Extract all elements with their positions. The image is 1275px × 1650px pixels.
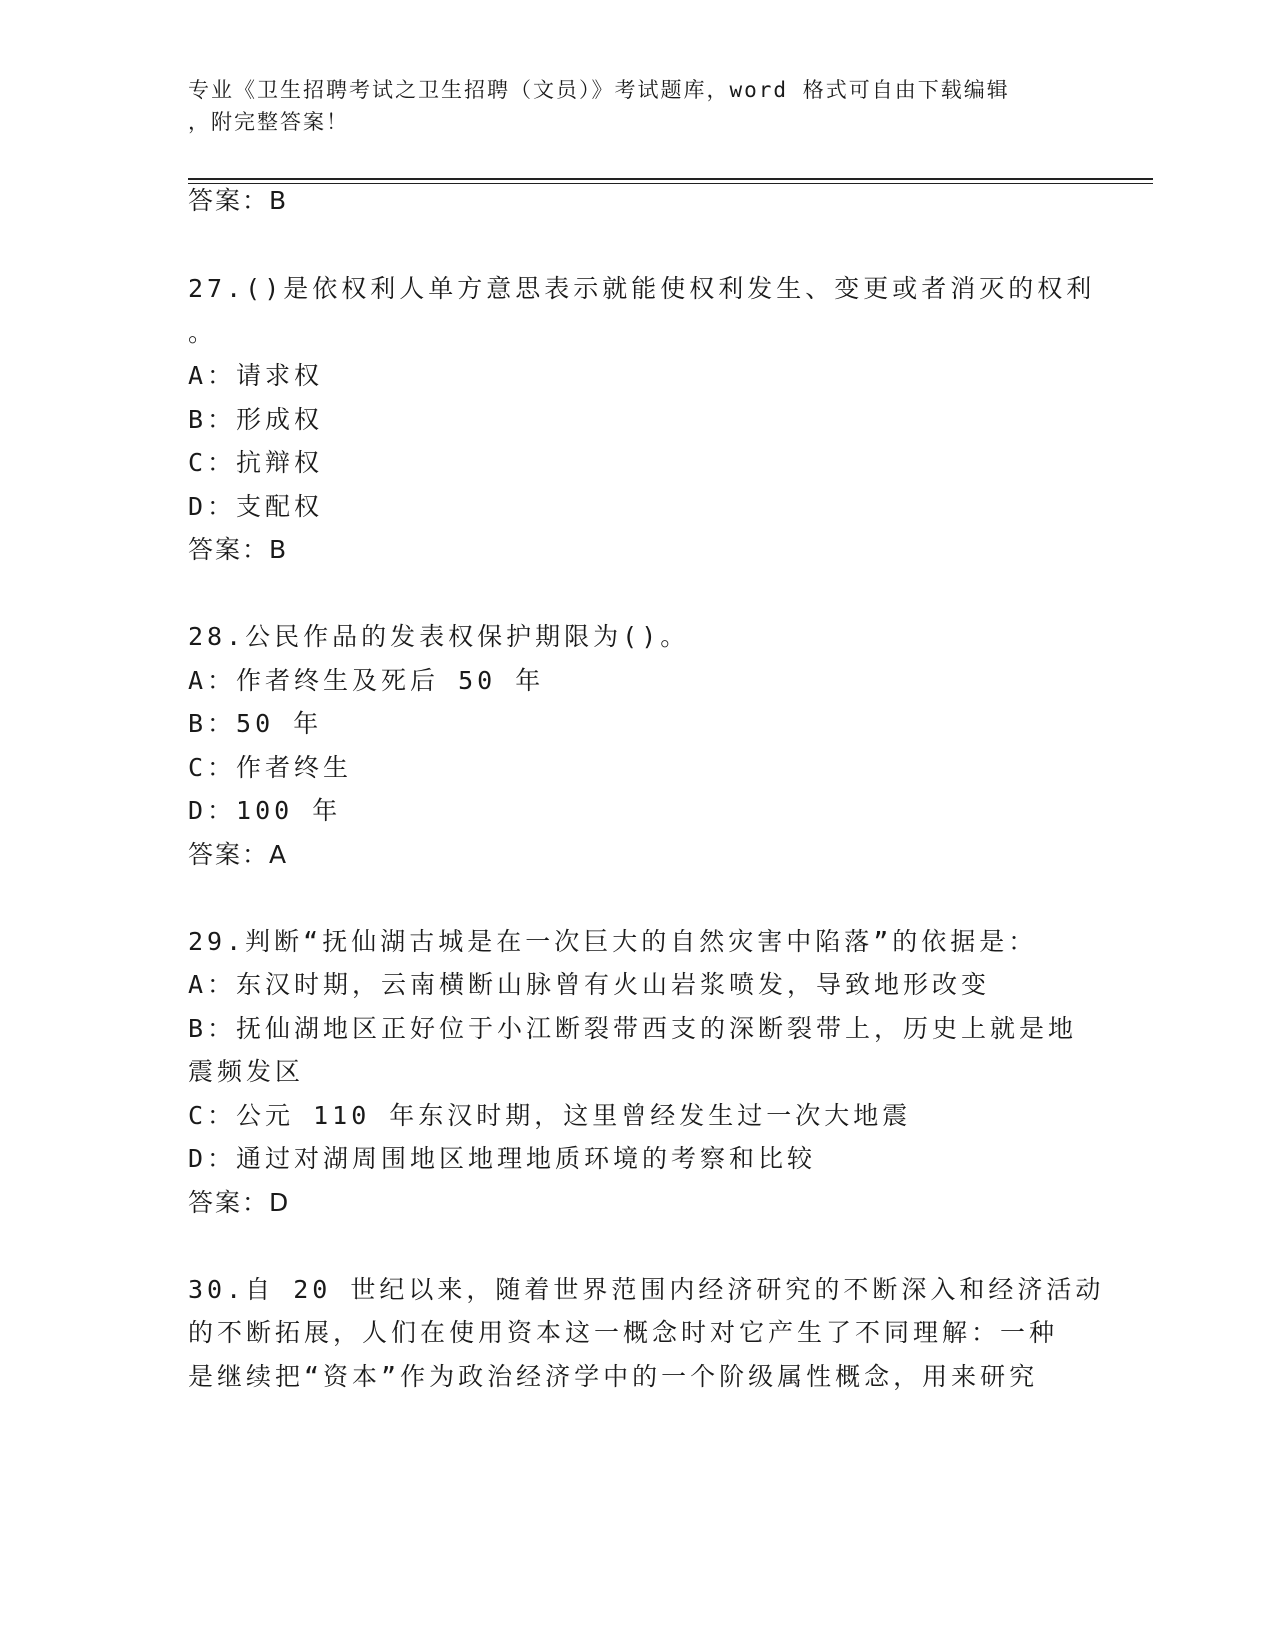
question-27-stem-cont: 。 [188, 318, 218, 347]
question-29-option-a: A：东汉时期，云南横断山脉曾有火山岩浆喷发，导致地形改变 [188, 970, 991, 999]
question-30-stem: 30.自 20 世纪以来，随着世界范围内经济研究的不断深入和经济活动 [188, 1275, 1105, 1304]
question-29-option-b: B：抚仙湖地区正好位于小江断裂带西支的深断裂带上，历史上就是地 [188, 1014, 1078, 1043]
question-30-stem-cont: 是继续把“资本”作为政治经济学中的一个阶级属性概念，用来研究 [188, 1362, 1039, 1391]
question-27-option-d: D：支配权 [188, 492, 324, 521]
question-27-option-a: A：请求权 [188, 361, 324, 390]
question-28-answer: 答案：A [188, 840, 289, 869]
header-divider-thin [188, 183, 1153, 184]
question-27-option-c: C：抗辩权 [188, 448, 324, 477]
question-27-option-b: B：形成权 [188, 405, 324, 434]
question-29-option-c: C：公元 110 年东汉时期，这里曾经发生过一次大地震 [188, 1101, 912, 1130]
question-28-option-b: B：50 年 [188, 709, 323, 738]
header-description: 专业《卫生招聘考试之卫生招聘（文员）》考试题库，word 格式可自由下载编辑 ，附完整答案！ [188, 78, 1010, 134]
question-27-answer: 答案：B [188, 535, 289, 564]
answer-line: 答案：B [188, 186, 289, 215]
question-27-stem: 27.()是依权利人单方意思表示就能使权利发生、变更或者消灭的权利 [188, 274, 1096, 303]
question-29-answer: 答案：D [188, 1188, 291, 1217]
header-divider [188, 178, 1153, 180]
question-28-stem: 28.公民作品的发表权保护期限为()。 [188, 622, 690, 651]
question-29-option-b-cont: 震频发区 [188, 1057, 305, 1086]
question-30-stem-cont: 的不断拓展，人们在使用资本这一概念时对它产生了不同理解：一种 [188, 1318, 1059, 1347]
question-28-option-a: A：作者终生及死后 50 年 [188, 666, 545, 695]
question-28-option-d: D：100 年 [188, 796, 342, 825]
question-29-option-d: D：通过对湖周围地区地理地质环境的考察和比较 [188, 1144, 817, 1173]
question-29-stem: 29.判断“抚仙湖古城是在一次巨大的自然灾害中陷落”的依据是： [188, 927, 1038, 956]
question-28-option-c: C：作者终生 [188, 753, 353, 782]
